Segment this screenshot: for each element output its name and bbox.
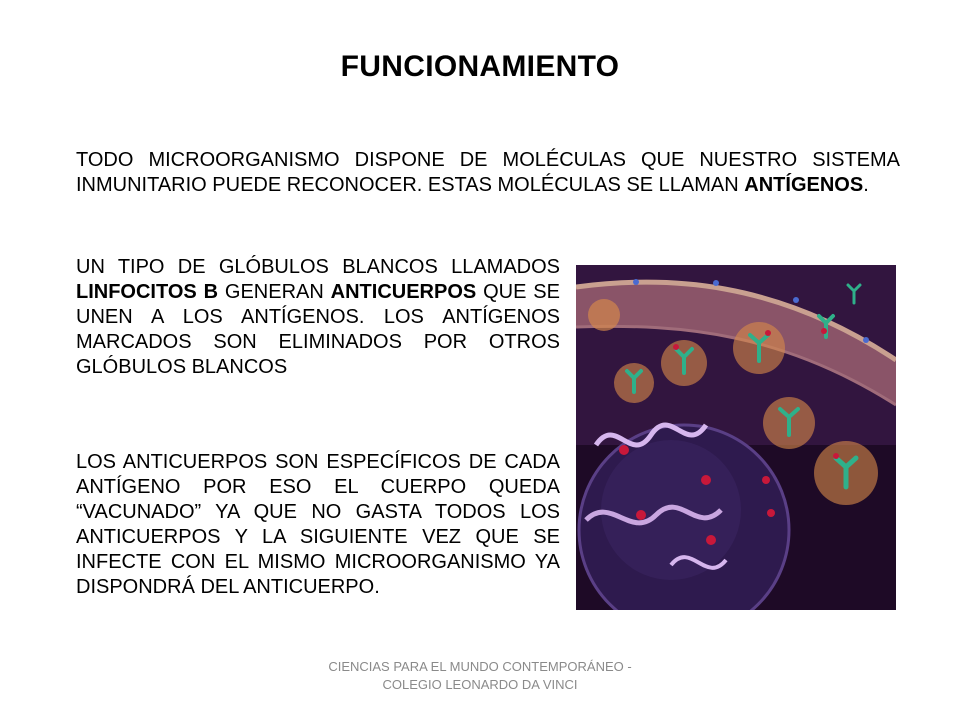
antigen-bound — [833, 453, 839, 459]
antigen-marker — [619, 445, 629, 455]
b-cell-illustration-svg — [576, 265, 896, 610]
paragraph-antigens-end: . — [863, 174, 869, 196]
vesicle — [588, 299, 620, 331]
term-antigenos: ANTÍGENOS — [744, 174, 864, 196]
antigen-bound — [821, 328, 827, 334]
membrane-bead — [793, 297, 799, 303]
b-cell-illustration — [576, 265, 896, 610]
paragraph-antigens-text: TODO MICROORGANISMO DISPONE DE MOLÉCULAS QUE NUESTRO SISTEMA INMUNITARIO PUEDE RECONOCER. ESTAS MOLÉCULAS SE LLAMAN — [76, 149, 900, 196]
term-linfocitos-b: LINFOCITOS B — [76, 281, 219, 303]
membrane-bead — [713, 280, 719, 286]
paragraph-antigens — [76, 148, 900, 198]
paragraph-lymphocytes-mid: GENERAN — [218, 281, 331, 303]
paragraph-lymphocytes — [76, 255, 560, 380]
paragraph-lymphocytes-end: QUE SE UNEN A LOS ANTÍGENOS. LOS ANTÍGENOS MARCADOS SON ELIMINADOS POR OTROS GLÓBULOS BLANCOS — [76, 281, 560, 378]
slide-footer: CIENCIAS PARA EL MUNDO CONTEMPORÁNEO - COLEGIO LEONARDO DA VINCI — [328, 659, 632, 692]
membrane-bead — [863, 337, 869, 343]
paragraph-lymphocytes-start: UN TIPO DE GLÓBULOS BLANCOS LLAMADOS — [76, 256, 560, 278]
term-anticuerpos: ANTICUERPOS — [330, 281, 477, 303]
antigen-marker — [706, 535, 716, 545]
antigen-marker — [767, 509, 775, 517]
membrane-bead — [633, 279, 639, 285]
antigen-marker — [701, 475, 711, 485]
antigen-marker — [762, 476, 770, 484]
slide-title: FUNCIONAMIENTO — [340, 50, 620, 83]
antigen-bound — [765, 330, 771, 336]
paragraph-vaccination: LOS ANTICUERPOS SON ESPECÍFICOS DE CADA ANTÍGENO POR ESO EL CUERPO QUEDA “VACUNADO” YA QUE NO GASTA TODOS LOS ANTICUERPOS Y LA SIGUIENTE VEZ QUE SE INFECTE CON EL MISMO MICROORGANISMO YA DISPONDRÁ DEL ANTICUERPO. — [76, 451, 560, 598]
antigen-marker — [636, 510, 646, 520]
antigen-bound — [673, 344, 679, 350]
